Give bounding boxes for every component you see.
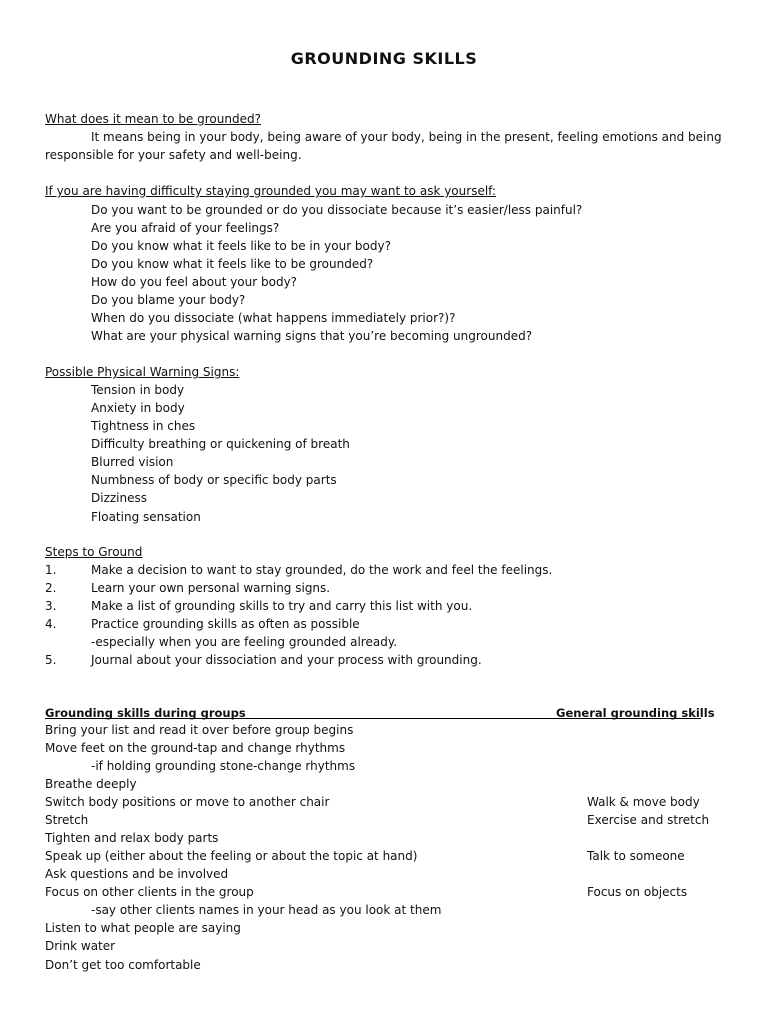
group-skill: Stretch	[45, 813, 89, 827]
paragraph-line: It means being in your body, being aware of your body, being in the present, feeling emotions and being	[91, 130, 722, 144]
step-text: Make a decision to want to stay grounded, do the work and feel the feelings.	[91, 563, 553, 577]
group-skill: Switch body positions or move to another chair	[45, 795, 330, 809]
section-heading-difficulty: If you are having difficulty staying grounded you may want to ask yourself:	[45, 184, 496, 198]
general-skill: Exercise and stretch	[587, 813, 710, 827]
page-title: GROUNDING SKILLS	[290, 49, 478, 68]
list-item: Numbness of body or specific body parts	[91, 473, 337, 487]
list-item: Tension in body	[91, 383, 185, 397]
group-skill: Listen to what people are saying	[45, 921, 241, 935]
step-text: Journal about your dissociation and your process with grounding.	[91, 653, 482, 667]
group-skill: -say other clients names in your head as you look at them	[91, 903, 442, 917]
step-text: -especially when you are feeling grounded already.	[91, 635, 398, 649]
list-item: How do you feel about your body?	[91, 275, 298, 289]
list-item: Are you afraid of your feelings?	[91, 221, 280, 235]
list-item: What are your physical warning signs that you’re becoming ungrounded?	[91, 329, 533, 343]
list-item: Do you know what it feels like to be grounded?	[91, 257, 374, 271]
group-skill: Move feet on the ground-tap and change rhythms	[45, 741, 346, 755]
section-heading-steps: Steps to Ground	[45, 545, 143, 559]
column-heading-groups: Grounding skills during groups	[45, 706, 246, 720]
section-heading-meaning: What does it mean to be grounded?	[45, 112, 261, 126]
step-number: 1.	[45, 563, 57, 577]
step-number: 5.	[45, 653, 57, 667]
list-item: Do you know what it feels like to be in your body?	[91, 239, 391, 253]
group-skill: -if holding grounding stone-change rhythms	[91, 759, 356, 773]
general-skill: Walk & move body	[587, 795, 700, 809]
list-item: Dizziness	[91, 491, 147, 505]
list-item: Do you want to be grounded or do you dissociate because it’s easier/less painful?	[91, 203, 583, 217]
step-text: Make a list of grounding skills to try and carry this list with you.	[91, 599, 473, 613]
list-item: Floating sensation	[91, 510, 201, 524]
paragraph-line: responsible for your safety and well-being.	[45, 148, 302, 162]
list-item: Blurred vision	[91, 455, 174, 469]
group-skill: Ask questions and be involved	[45, 867, 229, 881]
list-item: Tightness in ches	[91, 419, 196, 433]
step-text: Learn your own personal warning signs.	[91, 581, 331, 595]
group-skill: Bring your list and read it over before group begins	[45, 723, 354, 737]
column-heading-general: General grounding skills	[556, 706, 715, 720]
list-item: Difficulty breathing or quickening of breath	[91, 437, 350, 451]
step-number: 2.	[45, 581, 57, 595]
general-skill: Talk to someone	[587, 849, 685, 863]
step-text: Practice grounding skills as often as possible	[91, 617, 360, 631]
list-item: Do you blame your body?	[91, 293, 246, 307]
step-number: 4.	[45, 617, 57, 631]
section-heading-warning-signs: Possible Physical Warning Signs:	[45, 365, 240, 379]
group-skill: Drink water	[45, 939, 116, 953]
step-number: 3.	[45, 599, 57, 613]
group-skill: Breathe deeply	[45, 777, 137, 791]
list-item: When do you dissociate (what happens immediately prior?)?	[91, 311, 456, 325]
group-skill: Speak up (either about the feeling or about the topic at hand)	[45, 849, 418, 863]
group-skill: Don’t get too comfortable	[45, 958, 201, 972]
general-skill: Focus on objects	[587, 885, 688, 899]
group-skill: Focus on other clients in the group	[45, 885, 254, 899]
heading-rule	[45, 718, 701, 719]
list-item: Anxiety in body	[91, 401, 185, 415]
group-skill: Tighten and relax body parts	[45, 831, 219, 845]
